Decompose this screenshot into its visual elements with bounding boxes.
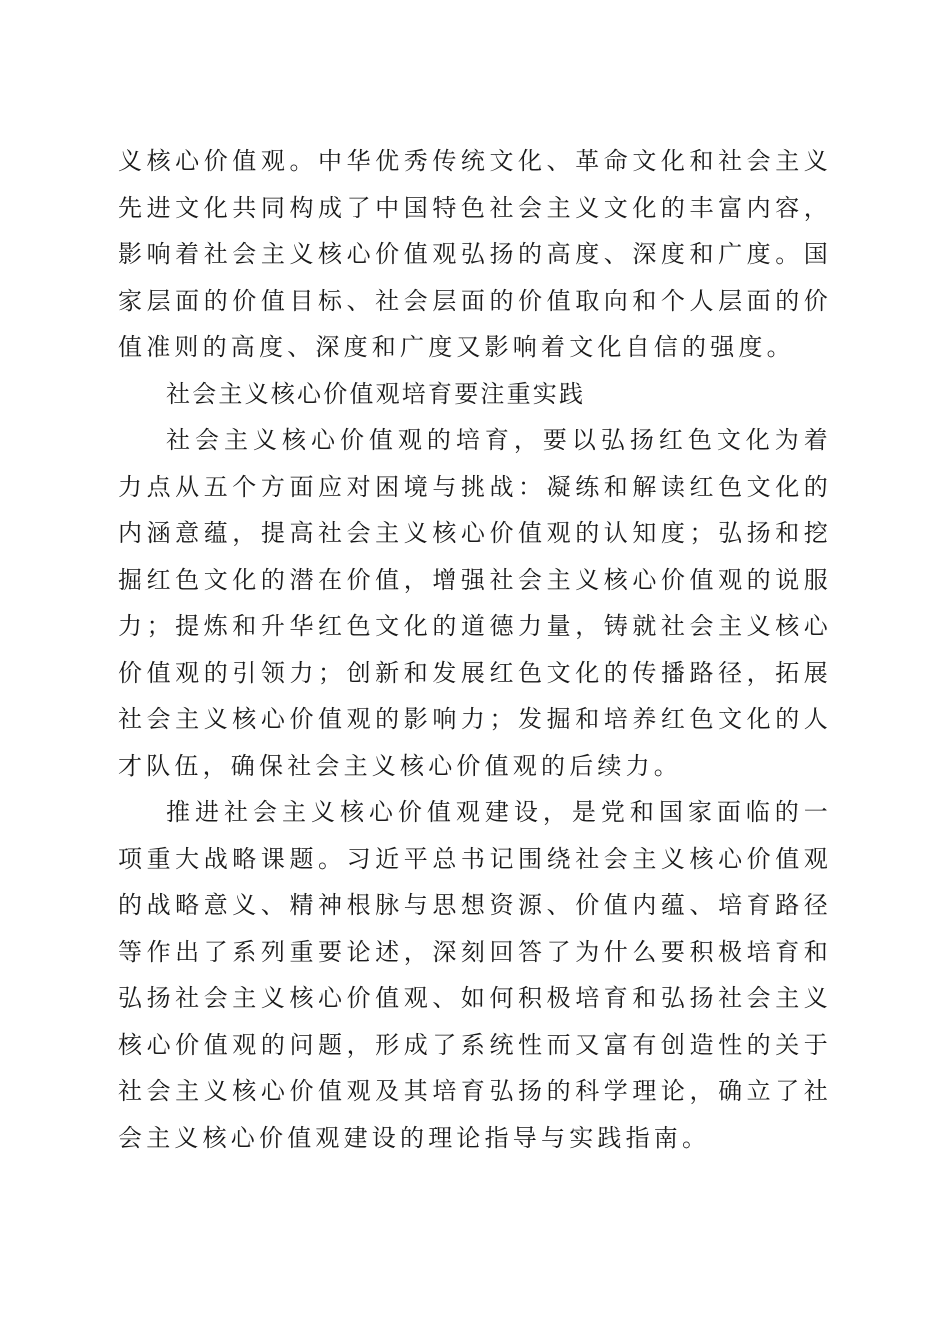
section-heading: 社会主义核心价值观培育要注重实践 — [166, 379, 586, 408]
paragraph-cultivation: 社会主义核心价值观的培育，要以弘扬红色文化为着力点从五个方面应对困境与挑战：凝练和解读红色文化的内涵意蕴，提高社会主义核心价值观的认知度；弘扬和挖掘红色文化的潜在价值，增强社会主义核心价值观的说服力；提炼和升华红色文化的道德力量，铸就社会主义核心价值观的引领力；创新和发展红色文化的传播路径，拓展社会主义核心价值观的影响力；发掘和培养红色文化的人才队伍，确保社会主义核心价值观的后续力。 — [118, 426, 832, 780]
document-page — [118, 138, 832, 1161]
paragraph-continued: 义核心价值观。中华优秀传统文化、革命文化和社会主义先进文化共同构成了中国特色社会主义文化的丰富内容，影响着社会主义核心价值观弘扬的高度、深度和广度。国家层面的价值目标、社会层面的价值取向和个人层面的价值准则的高度、深度和广度又影响着文化自信的强度。 — [118, 147, 832, 361]
paragraph-construction: 推进社会主义核心价值观建设，是党和国家面临的一项重大战略课题。习近平总书记围绕社会主义核心价值观的战略意义、精神根脉与思想资源、价值内蕴、培育路径等作出了系列重要论述，深刻回答了为什么要积极培育和弘扬社会主义核心价值观、如何积极培育和弘扬社会主义核心价值观的问题，形成了系统性而又富有创造性的关于社会主义核心价值观及其培育弘扬的科学理论，确立了社会主义核心价值观建设的理论指导与实践指南。 — [118, 798, 832, 1152]
